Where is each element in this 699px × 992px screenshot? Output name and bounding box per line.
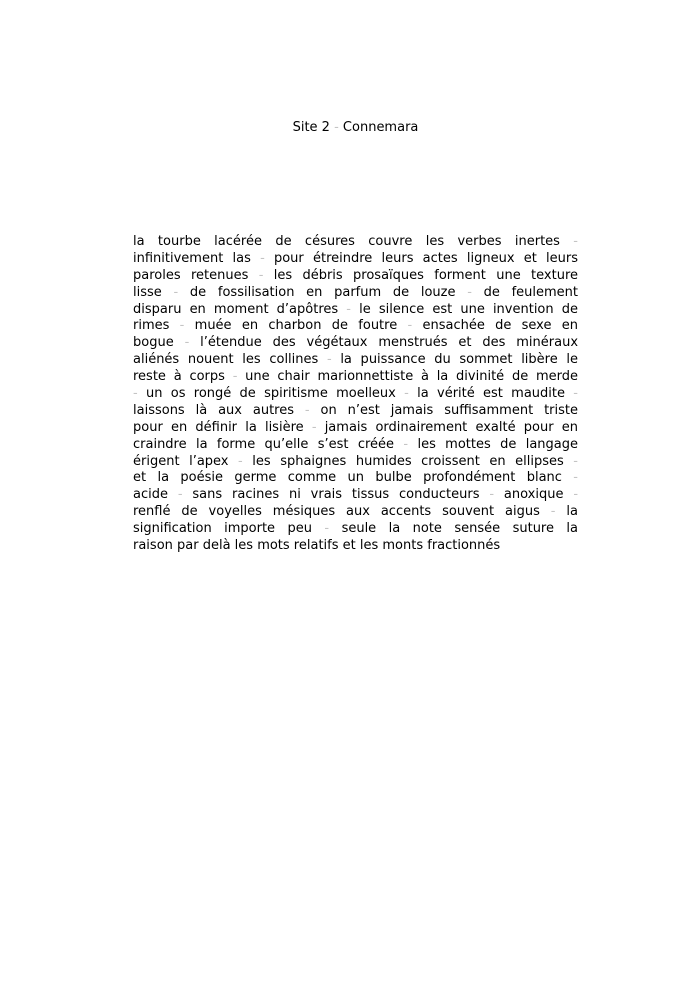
dash-separator: - <box>260 250 265 266</box>
dash-separator: - <box>573 453 578 469</box>
poem-line: aliénés nouent les collines - la puissance du sommet libère le <box>133 352 578 368</box>
poem-line: raison par delà les mots relatifs et les monts fractionnés <box>133 538 501 554</box>
poem-line: paroles retenues - les débris prosaïques forment une texture <box>133 267 578 283</box>
dash-separator: - <box>407 318 413 334</box>
page-title: Site 2 - Connemara <box>292 120 419 135</box>
dash-separator: - <box>184 335 190 351</box>
poem-body <box>133 234 578 555</box>
poem-line: érigent l’apex - les sphaignes humides croissent en ellipses - <box>133 453 578 469</box>
poem-line: infinitivement las - pour étreindre leurs actes ligneux et leurs <box>133 250 578 266</box>
dash-separator: - <box>133 386 138 402</box>
dash-separator: - <box>573 386 578 402</box>
poem-line: la tourbe lacérée de césures couvre les verbes inertes - <box>133 234 578 249</box>
poem-line: disparu en moment d’apôtres - le silence est une invention de <box>133 301 578 317</box>
dash-separator: - <box>304 402 310 418</box>
poem-line: reste à corps - une chair marionnettiste à la divinité de merde <box>133 369 578 385</box>
poem-line: - un os rongé de spiritisme moelleux - la vérité est maudite - <box>133 386 578 402</box>
poem-line: craindre la forme qu’elle s’est créée - les mottes de langage <box>133 436 578 452</box>
dash-separator: - <box>403 436 409 452</box>
dash-separator: - <box>573 470 578 486</box>
dash-separator: - <box>467 284 472 300</box>
poem-line: renflé de voyelles mésiques aux accents souvent aigus - la <box>133 504 578 520</box>
poem-line: laissons là aux autres - on n’est jamais suffisamment triste <box>133 402 578 418</box>
dash-separator: - <box>324 521 330 537</box>
poem-line: lisse - de fossilisation en parfum de louze - de feulement <box>133 284 579 300</box>
poem-line: et la poésie germe comme un bulbe profondément blanc - <box>133 470 578 486</box>
dash-separator: - <box>550 504 556 520</box>
poem-line: pour en définir la lisière - jamais ordinairement exalté pour en <box>133 419 578 435</box>
dash-separator: - <box>334 120 339 135</box>
poem-line: acide - sans racines ni vrais tissus conducteurs - anoxique - <box>133 487 579 503</box>
dash-separator: - <box>258 267 264 283</box>
dash-separator: - <box>177 487 183 503</box>
dash-separator: - <box>404 386 409 402</box>
dash-separator: - <box>573 487 579 503</box>
poem-line: signification importe peu - seule la note sensée suture la <box>133 521 579 537</box>
dash-separator: - <box>326 352 332 368</box>
dash-separator: - <box>232 369 238 385</box>
poem-line: bogue - l’étendue des végétaux menstrués et des minéraux <box>133 335 579 351</box>
dash-separator: - <box>179 318 185 334</box>
poem-line: rimes - muée en charbon de foutre - ensachée de sexe en <box>133 318 578 334</box>
dash-separator: - <box>573 234 578 249</box>
dash-separator: - <box>311 419 317 435</box>
dash-separator: - <box>346 301 351 317</box>
dash-separator: - <box>489 487 495 503</box>
dash-separator: - <box>238 453 243 469</box>
dash-separator: - <box>173 284 179 300</box>
